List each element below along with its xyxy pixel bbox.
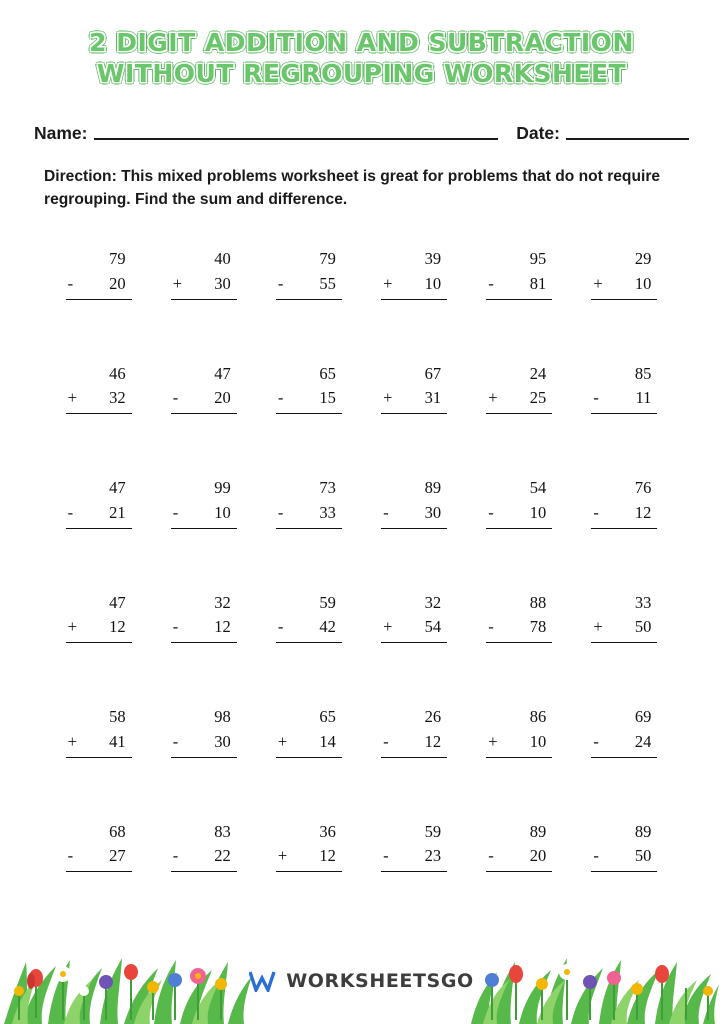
problem-item <box>591 476 657 529</box>
problem-item <box>66 362 132 415</box>
problem-operator: - <box>172 846 179 866</box>
problem-bottom-number: 42 <box>319 617 336 637</box>
problem-bottom-row <box>591 501 657 529</box>
problem-bottom-row <box>591 272 657 300</box>
problem-bottom-number: 10 <box>424 273 442 293</box>
problem-bottom-row <box>486 272 552 300</box>
problem-bottom-row <box>171 615 237 643</box>
problem-bottom-number: 20 <box>214 388 231 408</box>
problem-item <box>381 705 447 758</box>
problem-bottom-row <box>276 272 342 300</box>
problem-bottom-number: 50 <box>634 617 652 637</box>
problem-bottom-row <box>486 386 552 414</box>
problem-top-number: 36 <box>319 821 336 841</box>
problem-bottom-row <box>486 615 552 643</box>
problem-bottom-row <box>381 730 447 758</box>
problem-item <box>486 247 552 300</box>
footer <box>0 904 723 1024</box>
problem-top-number: 39 <box>424 249 442 269</box>
problem-bottom-row <box>66 501 132 529</box>
problem-item <box>66 247 132 300</box>
problem-bottom-number: 22 <box>214 846 231 866</box>
name-date-row <box>34 123 689 144</box>
date-label: Date: <box>516 123 560 143</box>
problem-operator: - <box>172 617 179 637</box>
problem-bottom-row <box>66 615 132 643</box>
problem-top-number: 69 <box>634 707 652 727</box>
problem-operator: - <box>383 502 389 522</box>
problem-bottom-row <box>486 844 552 872</box>
problem-item <box>486 362 552 415</box>
problem-bottom-number: 23 <box>424 846 442 866</box>
problem-item <box>66 820 132 873</box>
problem-bottom-row <box>171 501 237 529</box>
problem-bottom-row <box>171 844 237 872</box>
problem-bottom-row <box>66 730 132 758</box>
problem-top-number: 79 <box>319 249 336 269</box>
brand-logo <box>0 970 723 992</box>
problem-top-number: 68 <box>109 821 126 841</box>
problem-operator: - <box>67 273 74 293</box>
problem-bottom-number: 10 <box>214 502 231 522</box>
problem-bottom-row <box>381 386 447 414</box>
problem-bottom-number: 55 <box>319 273 336 293</box>
problem-item <box>486 820 552 873</box>
problem-operator: - <box>277 502 284 522</box>
problem-item <box>171 591 237 644</box>
problem-bottom-number: 24 <box>634 731 652 751</box>
problem-item <box>591 247 657 300</box>
problem-top-number: 33 <box>634 592 652 612</box>
problem-top-number: 26 <box>424 707 442 727</box>
problem-item <box>66 705 132 758</box>
problem-top-number: 89 <box>634 821 652 841</box>
problem-item <box>486 476 552 529</box>
problem-bottom-number: 12 <box>214 617 231 637</box>
problem-bottom-number: 31 <box>424 388 442 408</box>
problem-top-number: 46 <box>109 363 126 383</box>
problem-item <box>486 591 552 644</box>
problem-operator: + <box>277 731 288 751</box>
problem-bottom-number: 54 <box>424 617 442 637</box>
problem-bottom-row <box>66 386 132 414</box>
problem-top-number: 89 <box>424 478 442 498</box>
problem-item <box>276 820 342 873</box>
problem-bottom-number: 33 <box>319 502 336 522</box>
problem-bottom-number: 50 <box>634 846 652 866</box>
problem-item <box>381 362 447 415</box>
problem-top-number: 59 <box>424 821 442 841</box>
problem-bottom-number: 11 <box>635 388 652 408</box>
problem-item <box>171 820 237 873</box>
problem-bottom-row <box>66 844 132 872</box>
problem-bottom-row <box>171 730 237 758</box>
problem-top-number: 47 <box>109 592 126 612</box>
problem-operator: - <box>277 617 284 637</box>
problem-operator: - <box>383 846 389 866</box>
name-label: Name: <box>34 123 88 143</box>
problem-bottom-number: 30 <box>214 731 231 751</box>
problem-top-number: 95 <box>529 249 547 269</box>
problem-bottom-number: 10 <box>634 273 652 293</box>
problem-operator: - <box>593 502 599 522</box>
problem-operator: + <box>488 731 498 751</box>
problem-bottom-number: 20 <box>109 273 126 293</box>
problem-operator: + <box>383 273 393 293</box>
problem-bottom-row <box>276 844 342 872</box>
problem-operator: - <box>172 388 179 408</box>
problem-operator: - <box>593 731 599 751</box>
problem-operator: - <box>593 388 599 408</box>
page-title: 2 DIGIT ADDITION AND SUBTRACTION WITHOUT REGROUPING WORKSHEET <box>89 28 634 88</box>
problem-operator: + <box>383 617 393 637</box>
problem-bottom-row <box>486 501 552 529</box>
problem-bottom-row <box>171 272 237 300</box>
worksheetsgo-logo-icon <box>249 970 277 992</box>
problem-item <box>171 705 237 758</box>
problem-bottom-row <box>381 501 447 529</box>
problem-bottom-row <box>591 386 657 414</box>
problem-top-number: 29 <box>634 249 652 269</box>
problem-item <box>276 476 342 529</box>
problem-item <box>381 820 447 873</box>
title-area <box>0 0 723 89</box>
problem-operator: + <box>172 273 183 293</box>
problem-top-number: 79 <box>109 249 126 269</box>
problem-top-number: 47 <box>214 363 231 383</box>
problem-top-number: 73 <box>319 478 336 498</box>
problem-item <box>276 247 342 300</box>
problem-operator: - <box>593 846 599 866</box>
problem-item <box>591 705 657 758</box>
problem-operator: - <box>172 502 179 522</box>
problem-bottom-row <box>276 386 342 414</box>
problem-bottom-row <box>381 615 447 643</box>
problem-top-number: 88 <box>529 592 547 612</box>
problem-operator: + <box>488 388 498 408</box>
problem-operator: + <box>67 617 77 637</box>
problem-operator: + <box>277 846 288 866</box>
problem-operator: + <box>593 273 603 293</box>
problem-bottom-number: 81 <box>529 273 547 293</box>
problem-operator: - <box>488 617 494 637</box>
problem-top-number: 83 <box>214 821 231 841</box>
problem-bottom-number: 21 <box>109 502 126 522</box>
problem-bottom-number: 10 <box>529 502 547 522</box>
problem-top-number: 47 <box>109 478 126 498</box>
problem-item <box>591 362 657 415</box>
problem-bottom-row <box>381 272 447 300</box>
problem-bottom-row <box>591 615 657 643</box>
problem-bottom-number: 12 <box>319 846 336 866</box>
problem-item <box>276 705 342 758</box>
problem-top-number: 65 <box>319 363 336 383</box>
problem-operator: + <box>383 388 393 408</box>
direction-text: Direction: This mixed problems worksheet is great for problems that do not require regrouping. Find the sum and difference. <box>44 168 661 208</box>
problem-bottom-row <box>486 730 552 758</box>
problem-bottom-number: 30 <box>214 273 231 293</box>
problem-item <box>591 591 657 644</box>
problem-bottom-row <box>591 844 657 872</box>
problem-item <box>66 476 132 529</box>
problem-top-number: 40 <box>214 249 231 269</box>
problem-top-number: 32 <box>214 592 231 612</box>
brand-name: WORKSHEETSGO <box>286 970 474 992</box>
problem-bottom-number: 30 <box>424 502 442 522</box>
problem-bottom-number: 10 <box>529 731 547 751</box>
problem-top-number: 65 <box>319 707 336 727</box>
name-input-line[interactable] <box>94 138 499 140</box>
problem-bottom-number: 25 <box>529 388 547 408</box>
date-input-line[interactable] <box>566 138 689 140</box>
problem-bottom-number: 41 <box>109 731 126 751</box>
problem-operator: - <box>277 388 284 408</box>
problem-top-number: 99 <box>214 478 231 498</box>
problem-top-number: 58 <box>109 707 126 727</box>
problem-top-number: 76 <box>634 478 652 498</box>
problem-item <box>171 247 237 300</box>
problem-item <box>276 591 342 644</box>
problem-bottom-number: 12 <box>634 502 652 522</box>
problem-top-number: 89 <box>529 821 547 841</box>
problem-top-number: 98 <box>214 707 231 727</box>
problem-item <box>66 591 132 644</box>
problem-item <box>171 476 237 529</box>
problem-item <box>381 476 447 529</box>
problem-item <box>381 247 447 300</box>
problem-bottom-number: 14 <box>319 731 336 751</box>
problem-operator: - <box>488 273 494 293</box>
problem-bottom-number: 20 <box>529 846 547 866</box>
problem-bottom-number: 78 <box>529 617 547 637</box>
problem-top-number: 67 <box>424 363 442 383</box>
problem-top-number: 86 <box>529 707 547 727</box>
problem-bottom-row <box>66 272 132 300</box>
problem-bottom-number: 32 <box>109 388 126 408</box>
problem-top-number: 85 <box>634 363 652 383</box>
problem-bottom-row <box>381 844 447 872</box>
problem-bottom-row <box>276 730 342 758</box>
problem-item <box>276 362 342 415</box>
problem-item <box>381 591 447 644</box>
problem-bottom-row <box>276 501 342 529</box>
problem-operator: + <box>593 617 603 637</box>
problem-operator: - <box>67 846 74 866</box>
problem-operator: - <box>488 846 494 866</box>
problem-operator: - <box>67 502 74 522</box>
problem-bottom-number: 12 <box>424 731 442 751</box>
problem-item <box>171 362 237 415</box>
problem-bottom-row <box>276 615 342 643</box>
problem-operator: - <box>488 502 494 522</box>
problem-bottom-number: 15 <box>319 388 336 408</box>
problem-operator: - <box>383 731 389 751</box>
problem-item <box>486 705 552 758</box>
problem-operator: - <box>277 273 284 293</box>
problem-operator: + <box>67 731 77 751</box>
problem-operator: + <box>67 388 77 408</box>
problem-bottom-row <box>171 386 237 414</box>
problem-top-number: 59 <box>319 592 336 612</box>
problem-item <box>591 820 657 873</box>
problem-top-number: 32 <box>424 592 442 612</box>
problem-operator: - <box>172 731 179 751</box>
problem-top-number: 54 <box>529 478 547 498</box>
problem-top-number: 24 <box>529 363 547 383</box>
problem-grid <box>46 247 677 872</box>
problem-bottom-number: 12 <box>109 617 126 637</box>
problem-bottom-number: 27 <box>109 846 126 866</box>
problem-bottom-row <box>591 730 657 758</box>
